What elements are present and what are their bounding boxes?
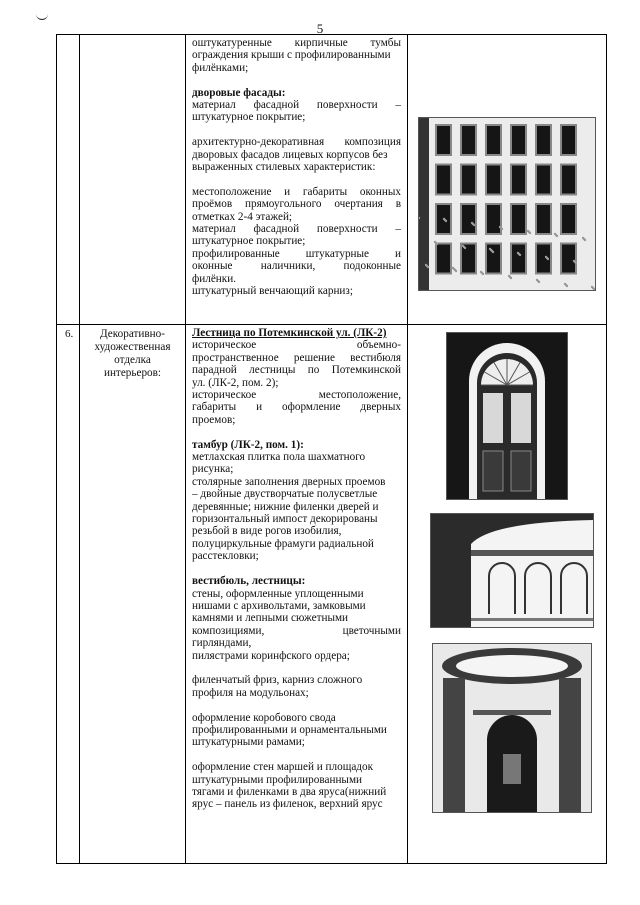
paragraph-gap (192, 173, 401, 185)
description-line: филёнки. (192, 272, 236, 285)
description-line: материал фасадной поверхности – (192, 223, 401, 236)
description-line: парадной лестницы по Потемкинской (192, 364, 401, 377)
description-line: архитектурно-декоративная композиция (192, 136, 401, 149)
section-heading: дворовые фасады: (192, 86, 286, 99)
description-line: дворовых фасадов лицевых корпусов без (192, 148, 388, 161)
description-line: проемов; (192, 413, 236, 426)
description-line: профиля на модульонах; (192, 686, 309, 699)
description-line: местоположение и габариты оконных (192, 185, 401, 198)
subject-line: отделка (114, 354, 151, 366)
description-line: столярные заполнения дверных проемов (192, 475, 386, 488)
description-line: метлахская плитка пола шахматного (192, 451, 366, 464)
table-row-interiors (57, 325, 607, 864)
description-line: штукатурными рамами; (192, 736, 305, 749)
description-line: ярус – панель из филенок, верхний ярус (192, 798, 383, 811)
description-line: оформление стен маршей и площадок (192, 761, 374, 774)
subject-line: Декоративно- (100, 328, 165, 340)
description-line: полуциркульные фрамуги радиальной (192, 537, 374, 550)
description-line: композициями, цветочными (192, 624, 401, 637)
row-description (186, 325, 408, 864)
photo-vestibule-wall (430, 513, 594, 628)
heritage-register-table (56, 34, 607, 864)
row-photos (408, 35, 607, 325)
paragraph-gap (192, 699, 401, 711)
description-line: штукатурное покрытие; (192, 111, 306, 124)
description-line: выраженных стилевых характеристик: (192, 161, 376, 174)
paragraph-gap (192, 662, 401, 674)
description-line: филенчатый фриз, карниз сложного (192, 674, 363, 687)
paragraph-gap (192, 426, 401, 438)
description-line: – двойные двустворчатые полусветлые (192, 488, 378, 501)
description-line: расстекловки; (192, 550, 259, 563)
description-line: деревянные; нижние филенки дверей и (192, 500, 379, 513)
subject-line: художественная (94, 341, 171, 353)
description-line: проёмов прямоугольного очертания в (192, 198, 401, 211)
description-line: резьбой в виде рогов изобилия, (192, 525, 342, 538)
row-number: 6. (57, 325, 80, 864)
description-line: рисунка; (192, 463, 234, 476)
paragraph-gap (192, 124, 401, 136)
row-photos (408, 325, 607, 864)
paragraph-gap (192, 74, 401, 86)
description-line: филёнками; (192, 61, 249, 74)
section-heading: тамбур (ЛК-2, пом. 1): (192, 438, 304, 451)
table-row-facades (57, 35, 607, 325)
description-line: камнями и лепными сюжетными (192, 612, 349, 625)
description-line: штукатурными профилированными (192, 773, 363, 786)
row-description (186, 35, 408, 325)
description-line: штукатурный венчающий карниз; (192, 285, 353, 298)
description-line: пилястрами коринфского ордера; (192, 649, 350, 662)
description-line: материал фасадной поверхности – (192, 99, 401, 112)
description-line: историческое объемно- (192, 339, 401, 352)
description-line: оформление коробового свода (192, 711, 336, 724)
description-line: историческое местоположение, (192, 389, 401, 402)
description-line: ограждения крыши с профилированными (192, 49, 391, 62)
description-line: профилированными и орнаментальными (192, 723, 387, 736)
description-line: пространственное решение вестибюля (192, 351, 401, 364)
description-line: горизонтальный импост декорированы (192, 513, 378, 526)
description-line: профилированные штукатурные и (192, 247, 401, 260)
row-subject (80, 325, 186, 864)
photo-stair-vault (432, 643, 592, 813)
row-number (57, 35, 80, 325)
description-line: нишами с архивольтами, замковыми (192, 599, 366, 612)
row-subject (80, 35, 186, 325)
paragraph-gap (192, 563, 401, 575)
paragraph-gap (192, 749, 401, 761)
photo-courtyard-facade (418, 117, 596, 291)
subject-line: интерьеров: (103, 367, 162, 379)
description-line: гирляндами, (192, 637, 252, 650)
description-line: стены, оформленные уплощенными (192, 587, 364, 600)
description-line: тягами и филенками в два яруса(нижний (192, 785, 387, 798)
photo-vestibule-door (446, 332, 568, 500)
description-line: оконные наличники, подоконные (192, 260, 401, 273)
description-line: габариты и оформление дверных (192, 401, 401, 414)
description-line: отметках 2-4 этажей; (192, 210, 293, 223)
page-number: 5 (316, 21, 324, 36)
corner-scan-mark (36, 14, 48, 20)
section-heading: Лестница по Потемкинской ул. (ЛК-2) (192, 327, 387, 339)
section-heading: вестибюль, лестницы: (192, 575, 306, 588)
description-line: штукатурное покрытие; (192, 235, 306, 248)
description-line: оштукатуренные кирпичные тумбы (192, 37, 401, 49)
description-line: ул. (ЛК-2, пом. 2); (192, 376, 279, 389)
